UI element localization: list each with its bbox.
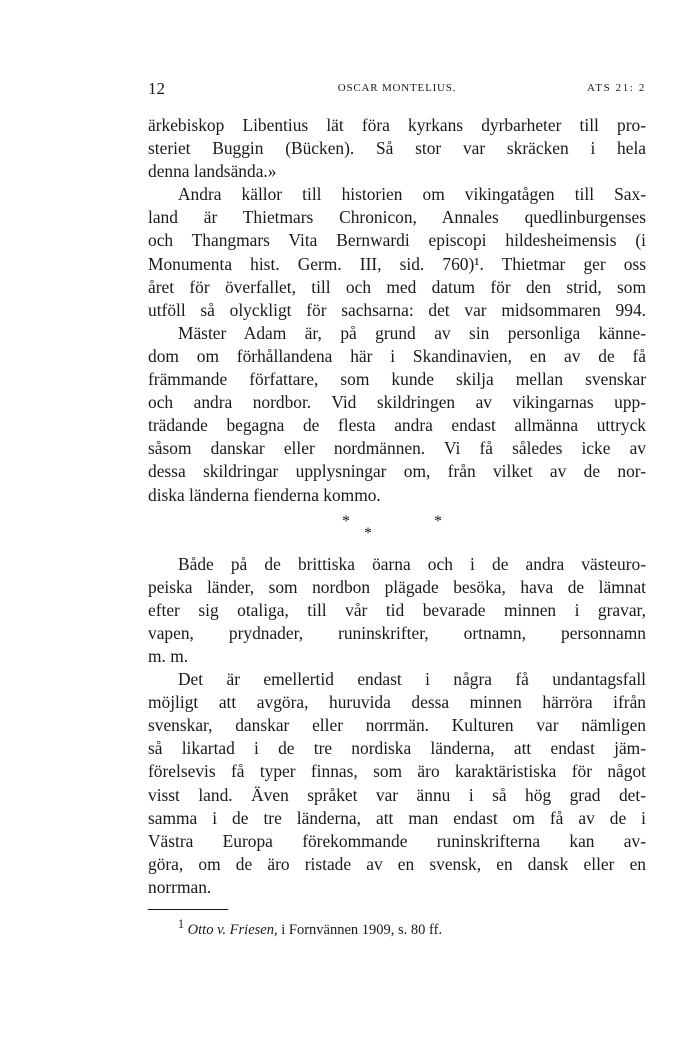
text-line: Monumenta hist. Germ. III, sid. 760)¹. Thietmar ger oss bbox=[148, 253, 646, 274]
text-line: förelsevis få typer finnas, som äro karaktäristiska för något bbox=[148, 761, 646, 782]
text-line: och Thangmars Vita Bernwardi episcopi hildesheimensis (i bbox=[148, 230, 646, 251]
asterism-star: * bbox=[434, 512, 442, 530]
running-title: OSCAR MONTELIUS. bbox=[337, 82, 457, 94]
text-line: dom om förhållandena här i Skandinavien, en av de få bbox=[148, 345, 646, 366]
footnote-marker: 1 bbox=[178, 917, 185, 931]
text-line: året för överfallet, till och med datum för den strid, som bbox=[148, 276, 646, 297]
body-text bbox=[148, 114, 646, 899]
running-header bbox=[148, 79, 646, 101]
footnote-author: Otto v. Friesen, bbox=[187, 921, 278, 938]
text-line: trädande begagna de flesta andra endast allmänna uttryck bbox=[148, 415, 646, 436]
text-line: dessa skildringar upplysningar om, från vilket av de nor- bbox=[148, 461, 646, 482]
text-line: möjligt att avgöra, huruvida dessa minnen härröra ifrån bbox=[148, 692, 646, 713]
paragraph-5 bbox=[148, 668, 646, 899]
text-line: såsom danskar eller nordmännen. Vi få således icke av bbox=[148, 438, 646, 459]
text-line: peiska länder, som nordbon plägade besöka, hava de lämnat bbox=[148, 576, 646, 597]
text-line: göra, om de äro ristade av en svensk, en dansk eller en bbox=[148, 853, 646, 874]
text-line: ärkebiskop Libentius lät föra kyrkans dyrbarheter till pro- bbox=[148, 115, 646, 135]
ats-reference: ATS 21: 2 bbox=[586, 82, 646, 94]
text-line: m. m. bbox=[148, 645, 189, 666]
section-break-asterism bbox=[148, 507, 646, 553]
text-line: vapen, prydnader, runinskrifter, ortnamn, personnamn bbox=[148, 622, 646, 643]
text-line: Det är emellertid endast i några få undantagsfall bbox=[178, 669, 646, 690]
text-line: Mäster Adam är, på grund av sin personliga känne- bbox=[178, 322, 646, 343]
text-line: och andra nordbor. Vid skildringen av vikingarnas upp- bbox=[148, 392, 646, 413]
asterism-star: * bbox=[342, 512, 350, 530]
page-number: 12 bbox=[148, 79, 165, 98]
paragraph-1 bbox=[148, 114, 646, 183]
text-line: visst land. Även språket var ännu i så hög grad det- bbox=[148, 784, 646, 805]
text-line: samma i de tre länderna, att man endast om få av de i bbox=[148, 807, 646, 828]
footnote bbox=[178, 915, 442, 939]
text-line: Både på de brittiska öarna och i de andra västeuro- bbox=[178, 553, 646, 574]
text-line: Andra källor till historien om vikingatågen till Sax- bbox=[178, 184, 646, 205]
text-line: land är Thietmars Chronicon, Annales quedlinburgenses bbox=[148, 207, 646, 228]
text-line: så likartad i de tre nordiska länderna, att endast jäm- bbox=[148, 738, 646, 759]
footnote-text: i Fornvännen 1909, s. 80 ff. bbox=[277, 921, 443, 938]
text-line: steriet Buggin (Bücken). Så stor var skräcken i hela bbox=[148, 138, 646, 159]
text-line: svenskar, danskar eller norrmän. Kulturen var nämligen bbox=[148, 715, 646, 736]
text-line: norrman. bbox=[148, 876, 212, 897]
text-line: utföll så olyckligt för sachsarna: det var midsommaren 994. bbox=[148, 299, 646, 320]
text-line: främmande författare, som kunde skilja mellan svenskar bbox=[148, 369, 646, 390]
text-line: efter sig otaliga, till vår tid bevarade minnen i gravar, bbox=[148, 599, 646, 620]
paragraph-4 bbox=[148, 553, 646, 668]
footnote-rule bbox=[148, 909, 228, 910]
asterism-star: * bbox=[364, 524, 372, 542]
text-line: Västra Europa förekommande runinskrifterna kan av- bbox=[148, 830, 646, 851]
text-line: denna landsända.» bbox=[148, 161, 277, 182]
paragraph-2 bbox=[148, 183, 646, 322]
text-line: diska länderna fienderna kommo. bbox=[148, 484, 381, 505]
paragraph-3 bbox=[148, 322, 646, 507]
